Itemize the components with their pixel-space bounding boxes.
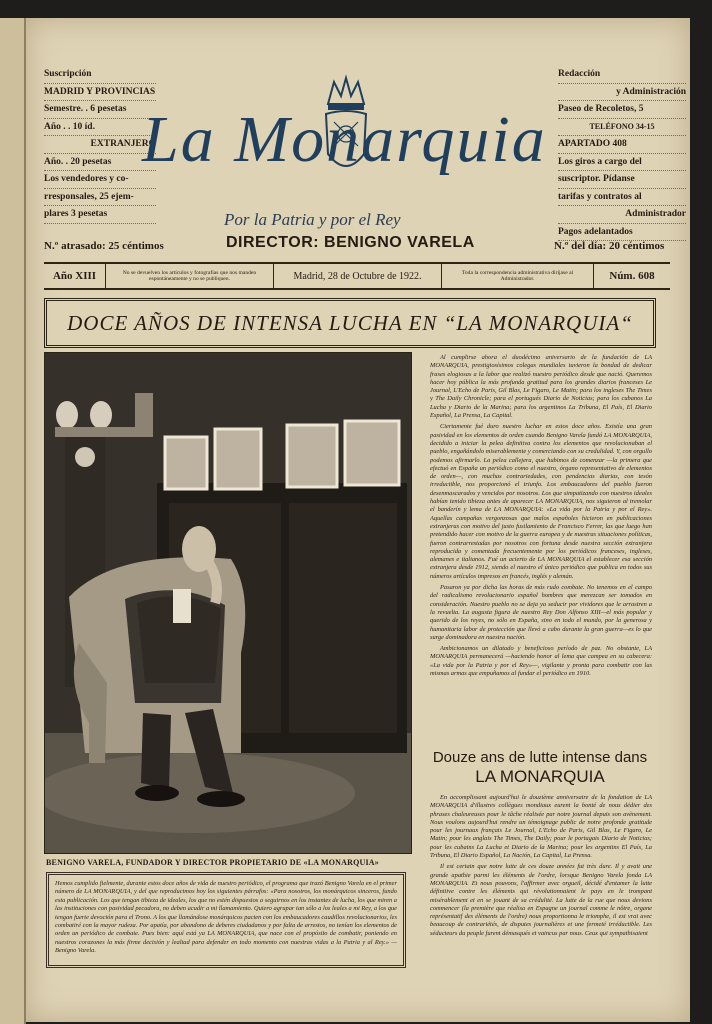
issue-date: Madrid, 28 de Octubre de 1922. [274,264,442,288]
article-paragraph: En accomplissant aujourd'hui le douzième anniversaire de la fondation de LA MONARQUIA d'illustres collègues mondiaux eurent la bonté de nous dédier des phrases chaleureuses pour le tâche réalisée par notre journal depuis son avènement. Nous voulons aujourd'hui rendre un témoignage public de notre profonde gratitude pour les journaux français Le Journal, L'Echo de Paris, Gil Blas, Le Figaro, Le Matin; pour les anglais The Times, The Daily; pour le portugais Diario de Noticias; pour les cubains La Lucha et Diario de la Marina; pour les argentins El País, La Tribuna, El Diario Español, La Nación, La Capital, La Prensa. [430,794,652,860]
subscription-line: MADRID Y PROVINCIAS [44,84,156,102]
article-spanish [430,354,652,740]
photo-caption: BENIGNO VARELA, FUNDADOR Y DIRECTOR PROPIETARIO DE «LA MONARQUIA» [46,858,379,867]
french-headline-line: Douze ans de lutte intense dans [432,749,648,766]
article-paragraph: Il est certain que notre lutte de ces douze années fut très dure. Il y avait une grande apathie parmi les éléments de l'ordre, lorsque Benigno Varela fonda LA MONARQUIA. Et nous pouvons, l'affirmer avec orgueil, décidé d'entamer la lutte définitive contre les éléments qui révolutionnaient le pays en le trompant misérablement et en se jouant de sa crédulité. La lutte de la rue que nous devions commencer (la première que réalisa en Espagne un journal comme le nôtre, organe représentatif des éléments de l'ordre) nous proportionna le triomphe, il est vrai avec beaucoup de contrariétés, de disputes journalières et une fermeté irréductible. Les séducteurs du peuple furent démasqués et vaincus par nous. Ceux qui sympathisaient [430,863,652,937]
back-issue-price: N.º atrasado: 25 céntimos [44,240,164,252]
subscription-line: Los vendedores y co- [44,171,156,189]
admin-line: Pagos adelantados [558,224,686,242]
subscription-line: EXTRANJERO [44,136,156,154]
issue-price: N.º del día: 20 céntimos [554,240,665,252]
french-headline [424,748,656,786]
admin-line: APARTADO 408 [558,136,686,154]
scan-background [690,0,712,1024]
article-paragraph: Ambicionamos un dilatado y beneficioso período de paz. No obstante, LA MONARQUIA permanecerá —haciendo honor al lema que campea en su cabecera: «La vida por la Patria y por el Rey»—, vigilante y pronta para combatir con las mismas armas que empuñamos al fundar el periódico en 1910. [430,645,652,677]
admin-line: Paseo de Recoletos, 5 [558,101,686,119]
administration-box [558,66,686,241]
director-line: DIRECTOR: BENIGNO VARELA [226,234,475,251]
subscription-line: Año. . 20 pesetas [44,154,156,172]
portrait-scene-image [45,353,411,853]
subscription-box [44,66,156,224]
article-paragraph: Ciertamente fué duro nuestro luchar en estos doce años. Existía una gran pasividad en los elementos de orden cuando Benigno Varela fundó LA MONARQUIA, decidido a iniciar la pelea definitiva contra los elementos que revolucionaban el pueblo, engañándolo miserablemente y comerciando con su credulidad. Y, con orgullo podemos afirmarlo. La pelea callejera, que hubimos de comenzar —la primera que efectuó en España un periódico como el nuestro, órgano representativo de elementos de orden—, con muchas contrariedades, con pendencias diarias, con tesón irreductible, nos proporcionó el triunfo. Los embaucadores del pueblo fueron desenmascarados y vencidos por nosotros. Los que simpatizando con nuestros ideales habían tenido tibieza antes de aparecer LA MONARQUIA, nos siguieron al tremolar el banderín y lema de LA MONARQUIA: «La vida por la Patria y por el Rey». Aquellas campañas vergonzosas que malos españoles hicieron en publicaciones extranjeras con motivo del justo fusilamiento de Francisco Ferrer, las que luego han pretendido hacer con motivo de la guerra europea y de nuestras situaciones políticas, fueron contrarrestadas por nosotros con fortuna desde nuestra sección extranjera reproducida y comentada frecuentemente por los periódicos franceses, ingleses, alemanes e italianos. Fué un acierto de LA MONARQUIA el establecer esa sección extranjera desde 1912, siendo el nuestro el único periódico que publica en todos sus números artículos impresos en francés, inglés y alemán. [430,423,652,580]
subscription-line: Suscripción [44,66,156,84]
french-headline-line: LA MONARQUIA [475,767,605,786]
newspaper-title: La Monarquia [142,103,547,176]
newspaper-page [26,18,690,1022]
founding-program-box: Hemos cumplido fielmente, durante estos doce años de vida de nuestro periódico, el programa que trazó Benigno Varela en el primer número de LA MONARQUIA, y del que reproducimos hoy los siguientes párrafos: «Para nosotros, los monárquicos sinceros, fundo esta publicación. Los que tengan tibieza de ideales, los que no estén dispuestos a seguirnos en los instantes de lucha, los que miren a las instituciones con pasividad pecadora, no deben acudir a mi llamamiento. Quiero agrupar tan sólo a los leales a mi Rey, a los que tengan fuerte devoción para el Trono. A los que llamándose monárquicos pacten con los embaucadores caudillos revolucionarios, les combatiré con la mayor rudeza. Por apatía, por abandono de deberes ciudadanos y por falta de arrestos, no tenían los elementos de orden un periódico de combate. Pues bien: aquí está ya LA MONARQUIA, que nace con el propósito de combatir, poniendo en nuestros corazones la más firme decisión y lealtad para defender en todo momento con nuestras vidas a la Patria y al Rey.» —Benigno Varela. [46,872,406,968]
subscription-line: rresponsales, 25 ejem- [44,189,156,207]
previous-page-edge [0,18,26,1024]
subscription-line: Semestre. . 6 pesetas [44,101,156,119]
subscription-line: Año . . 10 íd. [44,119,156,137]
motto: Por la Patria y por el Rey [224,210,401,229]
issue-number: Núm. 608 [609,270,655,282]
admin-line: Redacción [558,66,686,84]
issue-info-bar [44,262,670,290]
subscription-line: plares 3 pesetas [44,206,156,224]
admin-line: suscriptor. Pídanse [558,171,686,189]
admin-line: tarifas y contratos al [558,189,686,207]
correspondence-notice: Toda la correspondencia administrativa diríjase al Administrador. [442,264,594,288]
article-french [430,794,652,1016]
admin-line: Administrador [558,206,686,224]
admin-line: Los giros a cargo del [558,154,686,172]
article-paragraph: Pasaron ya por dicha las horas de más rudo combate. No tenemos en el campo del radicalismo revolucionario español hombres que merezcan ser tomados en consideración. Nuestro pueblo no se deja ya seducir por vividores que le arrastren a la revuelta. La augusta figura de nuestro Rey Don Alfonso XIII—el más popular y querido de los reyes, no sólo en España, sino en todo el mundo, por la generosa y humanitaria labor de protección que llevó a cabo durante la gran guerra—es lo que surge dominadora en nuestra nación. [430,584,652,641]
admin-line: y Administración [558,84,686,102]
admin-line: TELÉFONO 34-15 [558,119,686,137]
article-paragraph: Al cumplirse ahora el duodécimo aniversario de la fundación de LA MONARQUIA, prestigiosísimos colegas mundiales tuvieron la bondad de dedicar frases elogiosas a la labor que realizó nuestro periódico desde que nació. Queremos hacer hoy pública la más profunda gratitud para los grandes diarios franceses Le Journal, L'Echo de Paris, Gil Blas, Le Figaro, Le Matin; para los ingleses The Times y The Daily Chronicle; para el portugués Diario de Noticias; para los cubanos La Lucha y Diario de la Marina; para los argentinos La Tribuna, El País, El Diario Español, La Prensa, La Capital. [430,354,652,420]
main-headline: DOCE AÑOS DE INTENSA LUCHA EN “LA MONARQUIA“ [44,298,656,348]
portrait-photograph [44,352,412,854]
return-notice: No se devuelven los artículos y fotografías que nos manden espontáneamente y no se publiquen. [106,264,274,288]
issue-year: Año XIII [44,264,106,288]
